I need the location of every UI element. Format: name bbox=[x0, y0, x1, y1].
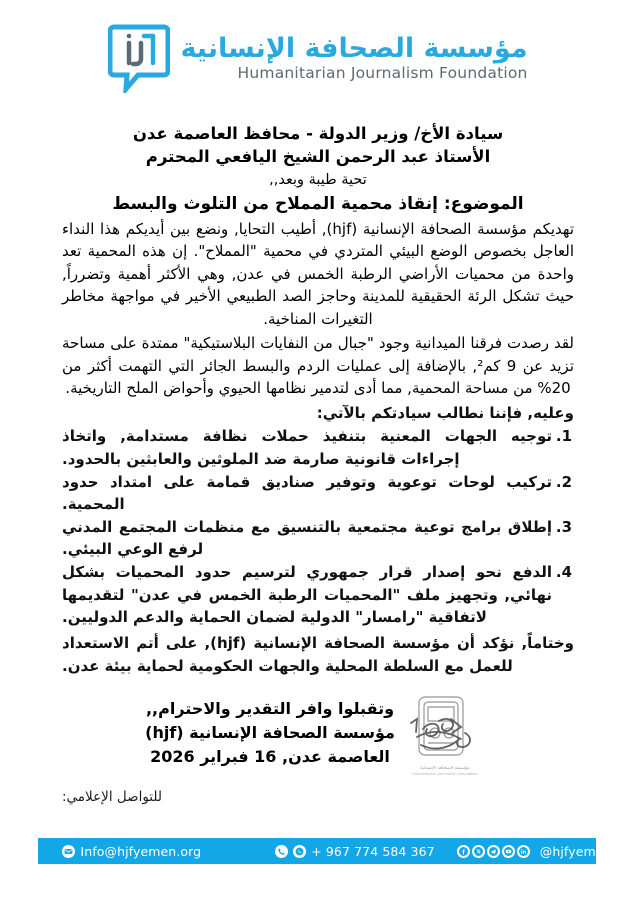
greeting: تحية طيبة وبعد,, bbox=[269, 171, 367, 188]
logo-arabic-name: مؤسسة الصحافة الإنسانية bbox=[180, 32, 528, 64]
footer-phone-group[interactable] bbox=[275, 844, 435, 859]
addressee-line-2: الأستاذ عبد الرحمن الشيخ اليافعي المحترم bbox=[145, 147, 491, 167]
official-stamp-icon bbox=[399, 693, 491, 785]
linkedin-icon[interactable] bbox=[517, 845, 530, 858]
footer-email-text: Info@hjfyemen.org bbox=[80, 843, 202, 859]
signature-salutation: وتقبلوا وافر التقدير والاحترام,, bbox=[145, 699, 395, 719]
demand-item: تركيب لوحات توعوية وتوفير صناديق قمامة على امتداد حدود المحمية. bbox=[62, 472, 552, 513]
phone-icon bbox=[275, 845, 288, 858]
contact-footer-bar bbox=[38, 838, 612, 864]
addressee-line-1: سيادة الأخ/ وزير الدولة - محافظ العاصمة عدن bbox=[132, 124, 504, 143]
masthead bbox=[0, 0, 636, 92]
telegram-icon[interactable] bbox=[487, 845, 500, 858]
demand-item: توجيه الجهات المعنية بتنفيذ حملات نظافة مستدامة, واتخاذ إجراءات قانونية صارمة ضد الملوثين والعابثين بالحدود. bbox=[62, 427, 552, 468]
footer-social-group[interactable] bbox=[457, 844, 612, 859]
hjf-logo-icon bbox=[108, 23, 170, 93]
footer-phone-text: + 967 774 584 367 bbox=[311, 843, 435, 859]
envelope-icon bbox=[62, 845, 75, 858]
youtube-icon[interactable] bbox=[502, 845, 515, 858]
signature-text bbox=[145, 693, 395, 769]
demands-list bbox=[62, 425, 574, 628]
social-icon-row bbox=[457, 845, 530, 858]
signature-organization: مؤسسة الصحافة الإنسانية (hjf) bbox=[145, 723, 395, 743]
paragraph-1: تهديكم مؤسسة الصحافة الإنسانية (hjf), أطيب التحايا, ونضع بين أيديكم هذا النداء العاجل بخصوص الوضع البيئي المتردي في محمية "المملاح". إن هذه المحمية تعد واحدة من محميات الأراضي الرطبة الخمس في عدن, وهي الأكثر أهمية وتضرراً, حيث تشكل الرئة الحقيقية للمدينة وحاجز الصد الطبيعي الأخير في مواجهة مخاطر التغيرات المناخية. bbox=[62, 219, 575, 328]
x-twitter-icon[interactable] bbox=[472, 845, 485, 858]
paragraph-2: لقد رصدت فرقنا الميدانية وجود "جبال من النفايات البلاستيكية" ممتدة على مساحة تزيد عن 9 كم², بالإضافة إلى عمليات الردم والبسط الجائر التي التهمت أكثر من 20% من مساحة المحمية, مما أدى لتدمير نظامها الحيوي وأحواض الملح التاريخية. bbox=[62, 334, 575, 398]
footer-handle-text: @hjfyemen bbox=[539, 843, 612, 859]
logo-english-name: Humanitarian Journalism Foundation bbox=[237, 63, 528, 82]
facebook-icon[interactable] bbox=[457, 845, 470, 858]
media-contact-label: للتواصل الإعلامي: bbox=[62, 789, 162, 806]
whatsapp-icon bbox=[293, 845, 306, 858]
svg-text:مؤسسة الصحافة الإنسانية: مؤسسة الصحافة الإنسانية bbox=[420, 766, 470, 772]
demands-lead-in: وعليه, فإننا نطالب سيادتكم بالآتي: bbox=[316, 403, 574, 422]
signature-zone bbox=[0, 693, 636, 785]
logo-wordmark bbox=[180, 32, 528, 82]
closing-paragraph: وختاماً, نؤكد أن مؤسسة الصحافة الإنسانية (hjf), على أتم الاستعداد للعمل مع السلطة المحلية والجهات الحكومية لحماية بيئة عدن. bbox=[62, 634, 574, 675]
footer-email-group[interactable] bbox=[62, 844, 201, 859]
svg-text:Humanitarian Journalism Founda: Humanitarian Journalism Foundation bbox=[412, 772, 478, 777]
signature-place-date: العاصمة عدن, 16 فبراير 2026 bbox=[150, 747, 390, 767]
letter-content bbox=[0, 122, 636, 677]
demand-item: الدفع نحو إصدار قرار جمهوري لترسيم حدود المحميات بشكل نهائي, وتجهيز ملف "المحميات الرطبة الخمس في عدن" لتقديمها لاتفاقية "رامسار" الدولية لضمان الحماية والدعم الدوليين. bbox=[62, 563, 552, 626]
demand-item: إطلاق برامج توعية مجتمعية بالتنسيق مع منظمات المجتمع المدني لرفع الوعي البيئي. bbox=[62, 518, 552, 559]
subject-line: الموضوع: إنقاذ محمية المملاح من التلوث والبسط bbox=[112, 193, 524, 214]
